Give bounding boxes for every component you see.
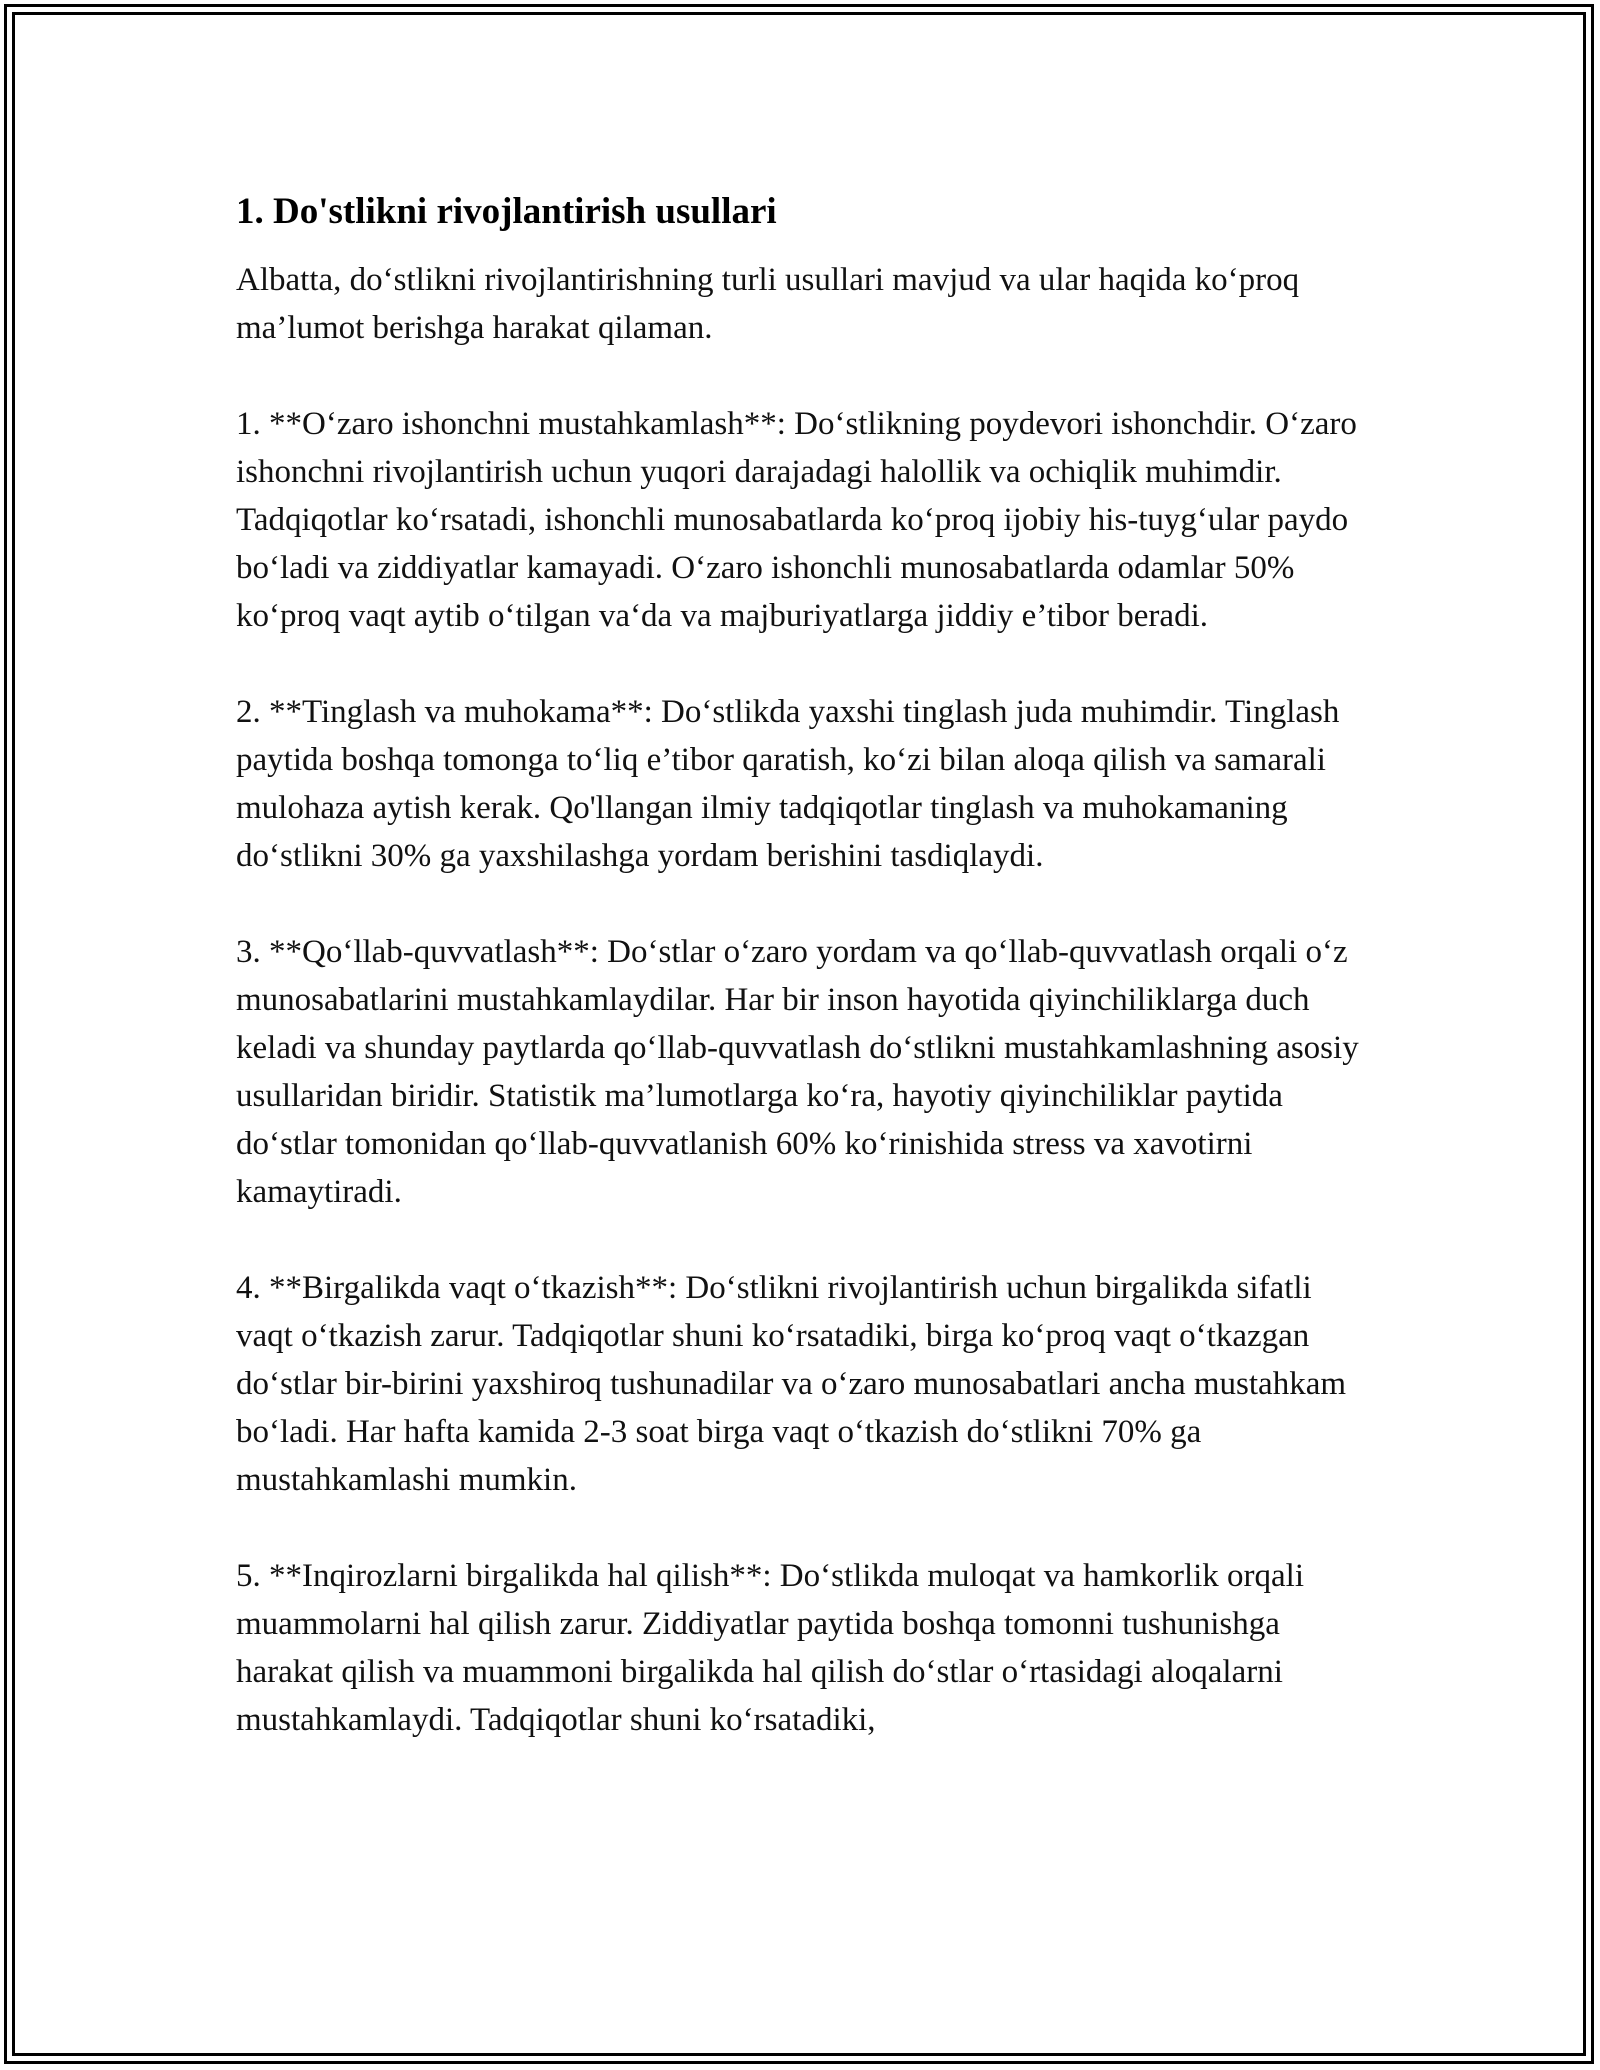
list-item: 2. **Tinglash va muhokama**: Do‘stlikda yaxshi tinglash juda muhimdir. Tinglash paytida boshqa tomonga to‘liq e’tibor qaratish, ko‘zi bilan aloqa qilish va samarali mulohaza aytish kerak. Qo'llangan ilmiy tadqiqotlar tinglash va muhokamaning do‘stlikni 30% ga yaxshilashga yordam berishini tasdiqlaydi. <box>236 694 1340 874</box>
document-body <box>236 186 1376 1792</box>
list-item: 4. **Birgalikda vaqt o‘tkazish**: Do‘stlikni rivojlantirish uchun birgalikda sifatli vaqt o‘tkazish zarur. Tadqiqotlar shuni ko‘rsatadiki, birga ko‘proq vaqt o‘tkazgan do‘stlar bir-birini yaxshiroq tushunadilar va o‘zaro munosabatlari ancha mustahkam bo‘ladi. Har hafta kamida 2-3 soat birga vaqt o‘tkazish do‘stlikni 70% ga mustahkamlashi mumkin. <box>236 1270 1347 1498</box>
section-heading: 1. Do'stlikni rivojlantirish usullari <box>236 191 777 232</box>
list-item: 1. **O‘zaro ishonchni mustahkamlash**: Do‘stlikning poydevori ishonchdir. O‘zaro ishonchni rivojlantirish uchun yuqori darajadagi halollik va ochiqlik muhimdir. Tadqiqotlar ko‘rsatadi, ishonchli munosabatlarda ko‘proq ijobiy his-tuyg‘ular paydo bo‘ladi va ziddiyatlar kamayadi. O‘zaro ishonchli munosabatlarda odamlar 50% ko‘proq vaqt aytib o‘tilgan va‘da va majburiyatlarga jiddiy e’tibor beradi. <box>236 406 1357 634</box>
list-item: 5. **Inqirozlarni birgalikda hal qilish**: Do‘stlikda muloqat va hamkorlik orqali muammolarni hal qilish zarur. Ziddiyatlar paytida boshqa tomonni tushunishga harakat qilish va muammoni birgalikda hal qilish do‘stlar o‘rtasidagi aloqalarni mustahkamlaydi. Tadqiqotlar shuni ko‘rsatadiki, <box>236 1558 1305 1738</box>
intro-paragraph: Albatta, do‘stlikni rivojlantirishning turli usullari mavjud va ular haqida ko‘proq ma’lumot berishga harakat qilaman. <box>236 262 1300 346</box>
list-item: 3. **Qo‘llab-quvvatlash**: Do‘stlar o‘zaro yordam va qo‘llab-quvvatlash orqali o‘z munosabatlarini mustahkamlaydilar. Har bir inson hayotida qiyinchiliklarga duch keladi va shunday paytlarda qo‘llab-quvvatlash do‘stlikni mustahkamlashning asosiy usullaridan biridir. Statistik ma’lumotlarga ko‘ra, hayotiy qiyinchiliklar paytida do‘stlar tomonidan qo‘llab-quvvatlanish 60% ko‘rinishida stress va xavotirni kamaytiradi. <box>236 934 1359 1210</box>
